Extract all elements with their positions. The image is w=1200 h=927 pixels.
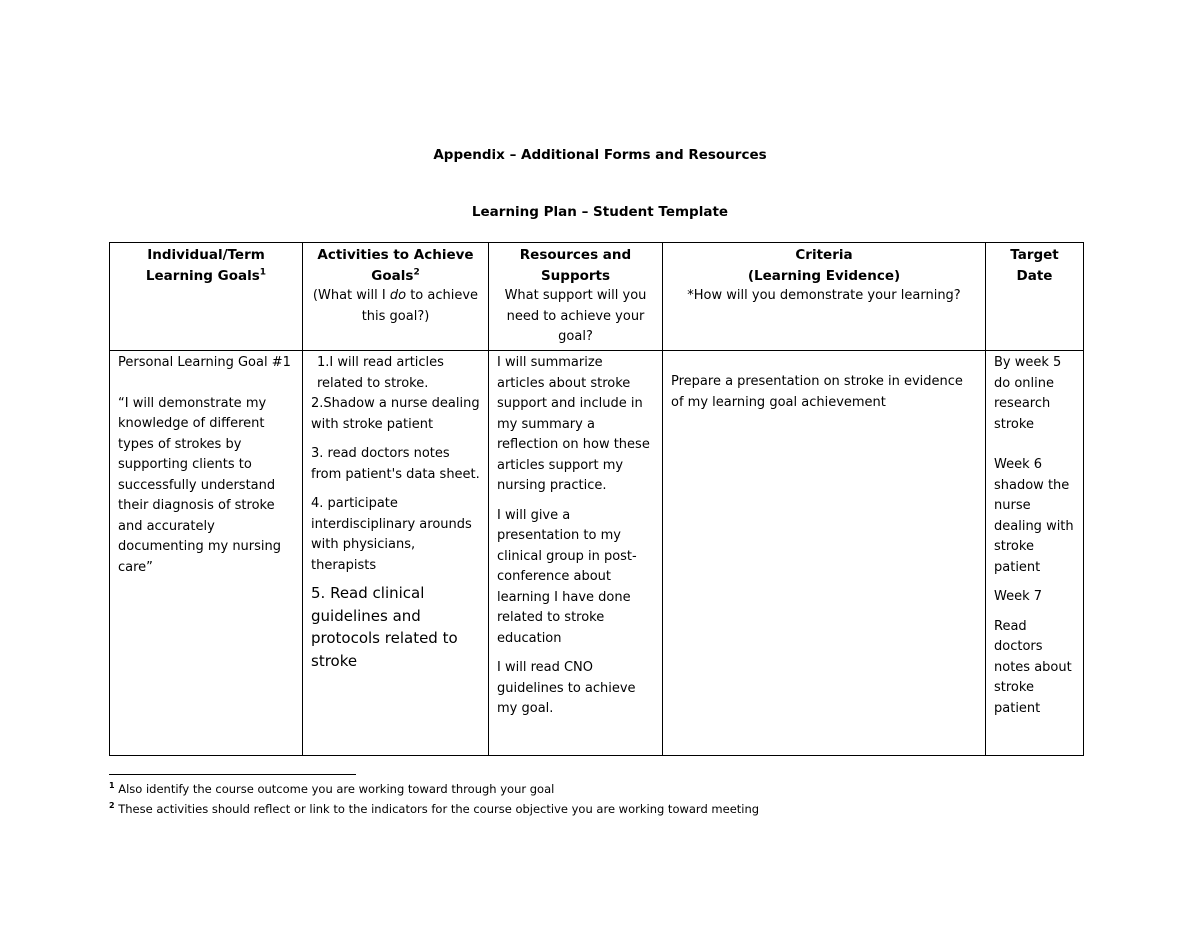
- cell-learning-goal: [110, 351, 303, 756]
- target-date-item: Read doctors notes about stroke patient: [994, 618, 1072, 716]
- target-date-item: By week 5 do online research stroke: [994, 355, 1062, 432]
- table-header-row: [110, 243, 1084, 351]
- header-learning-goals: Individual/Term Learning Goals$^1$: [110, 243, 303, 351]
- resource-item: I will summarize articles about stroke support and include in my summary a reflection on how these articles support my nursing practice.: [497, 355, 650, 493]
- target-date-item: Week 7: [994, 589, 1043, 604]
- footnote-1: $^1$ Also identify the course outcome you are working toward through your goal: [109, 781, 555, 796]
- header-target-date: Target Date: [986, 243, 1084, 351]
- goal-heading: Personal Learning Goal #1: [118, 355, 291, 370]
- template-title: Learning Plan – Student Template: [471, 204, 729, 220]
- criteria-text: Prepare a presentation on stroke in evidence of my learning goal achievement: [671, 374, 963, 410]
- cell-resources: [489, 351, 663, 756]
- appendix-title: Appendix – Additional Forms and Resources: [433, 147, 767, 163]
- footnote-2: $^2$ These activities should reflect or link to the indicators for the course objective you are working toward meeting: [109, 801, 760, 816]
- footnote-ref-2: 2: [413, 267, 420, 277]
- header-resources: Resources and Supports What support will you need to achieve your goal?: [489, 243, 663, 351]
- cell-criteria: [663, 351, 986, 756]
- resource-item: I will read CNO guidelines to achieve my goal.: [497, 660, 636, 716]
- header-activities: Activities to Achieve Goals$^2$ (What will I do to achieve this goal?): [303, 243, 489, 351]
- activity-item: 1.I will read articles related to stroke.: [317, 355, 444, 391]
- activity-item: 4. participate interdisciplinary arounds with physicians, therapists: [311, 496, 472, 573]
- activity-item: 5. Read clinical guidelines and protocols related to stroke: [311, 584, 458, 670]
- cell-target-date: [986, 351, 1084, 756]
- activity-item: 2.Shadow a nurse dealing with stroke patient: [311, 396, 480, 432]
- target-date-item: Week 6 shadow the nurse dealing with stroke patient: [994, 457, 1074, 575]
- header-criteria: Criteria (Learning Evidence) *How will you demonstrate your learning?: [663, 243, 986, 351]
- learning-plan-table: [109, 242, 1084, 756]
- activity-item: 3. read doctors notes from patient's data sheet.: [311, 446, 480, 482]
- table-row: [110, 351, 1084, 756]
- footnote-separator: [109, 774, 356, 775]
- goal-quote: “I will demonstrate my knowledge of different types of strokes by supporting clients to successfully understand their diagnosis of stroke and accurately documenting my nursing care”: [118, 395, 282, 575]
- cell-activities: [303, 351, 489, 756]
- footnote-ref-1: 1: [259, 267, 267, 277]
- resource-item: I will give a presentation to my clinical group in post-conference about learning I have done related to stroke education: [497, 507, 637, 646]
- header-activities-subtitle: (What will I do to achieve this goal?): [312, 288, 479, 324]
